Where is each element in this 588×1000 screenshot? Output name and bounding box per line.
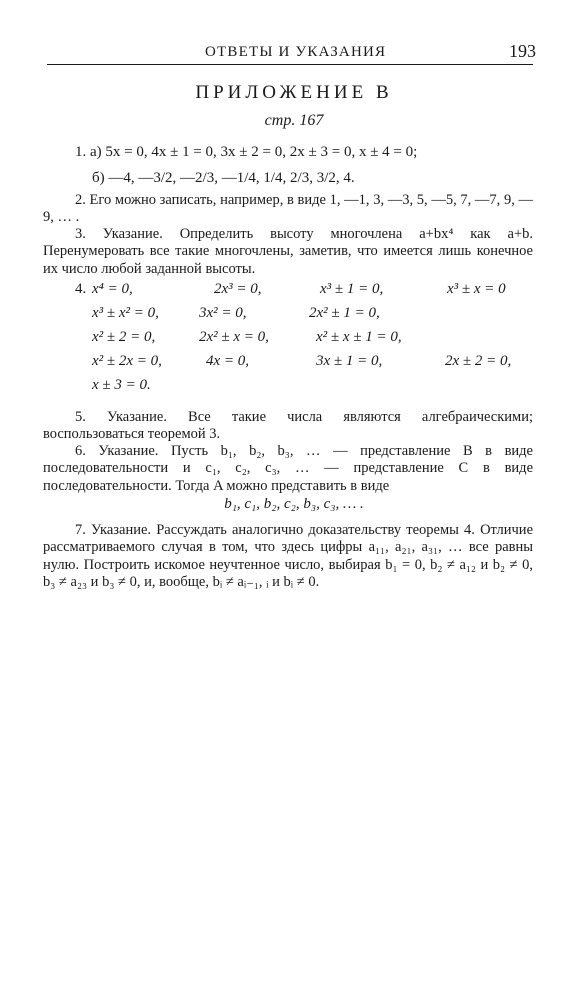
page-number: 193 [509, 41, 536, 61]
appendix-title: ПРИЛОЖЕНИЕ В [195, 82, 393, 103]
header-rule [47, 64, 533, 65]
equation: 2x ± 2 = 0, [445, 353, 512, 369]
answer-1-line-2: б) —4, —3/2, —2/3, —1/4, 1/4, 2/3, 3/2, 4. [92, 170, 355, 186]
equation: x ± 3 = 0. [92, 377, 151, 393]
equation: x² ± x ± 1 = 0, [316, 329, 402, 345]
equation: x⁴ = 0, [92, 281, 133, 297]
equation: 2x² ± x = 0, [199, 329, 269, 345]
equation: 4x = 0, [206, 353, 250, 369]
equation: x² ± 2 = 0, [92, 329, 156, 345]
equation: 3x ± 1 = 0, [316, 353, 383, 369]
answer-3: 3. Указание. Определить высоту многочлена a+bx⁴ как a+b. Перенумеровать все такие многочлены, заметив, что имеется лишь конечное их число любой заданной высоты. [43, 226, 533, 277]
equation: x³ ± 1 = 0, [320, 281, 384, 297]
equation: x³ ± x² = 0, [92, 305, 159, 321]
equation: 3x² = 0, [199, 305, 247, 321]
answer-7: 7. Указание. Рассуждать аналогично доказательству теоремы 4. Отличие рассматриваемого случая в том, что здесь цифры a₁₁, a₂₁, a₃₁, … все равны нулю. Построить искомое неучтенное число, выбирая b₁ = 0, b₂ ≠ a₁₂ и b₂ ≠ 0, b₃ ≠ a₂₃ и b₃ ≠ 0, и, вообще, bᵢ ≠ aᵢ₋₁, ᵢ и bᵢ ≠ 0. [43, 522, 533, 591]
answer-1-line-1: 1. а) 5x = 0, 4x ± 1 = 0, 3x ± 2 = 0, 2x ± 3 = 0, x ± 4 = 0; [75, 144, 418, 160]
equation: x² ± 2x = 0, [92, 353, 162, 369]
appendix-subtitle: стр. 167 [264, 112, 324, 129]
answer-6: 6. Указание. Пусть b₁, b₂, b₃, … — представление B в виде последовательности и c₁, c₂, c₃, … — представление C в виде последовательности. Тогда A можно представить в виде [43, 443, 533, 494]
running-title: ОТВЕТЫ И УКАЗАНИЯ [205, 44, 387, 60]
equation: x³ ± x = 0 [447, 281, 506, 297]
equation: 2x³ = 0, [214, 281, 262, 297]
answer-6-sequence: b₁, c₁, b₂, c₂, b₃, c₃, … . [224, 496, 364, 512]
answer-5: 5. Указание. Все такие числа являются алгебраическими; воспользоваться теоремой 3. [43, 409, 533, 443]
answer-2: 2. Его можно записать, например, в виде 1, —1, 3, —3, 5, —5, 7, —7, 9, —9, … . [43, 192, 533, 226]
equation: 2x² ± 1 = 0, [309, 305, 380, 321]
answer-4-label: 4. [75, 281, 87, 297]
